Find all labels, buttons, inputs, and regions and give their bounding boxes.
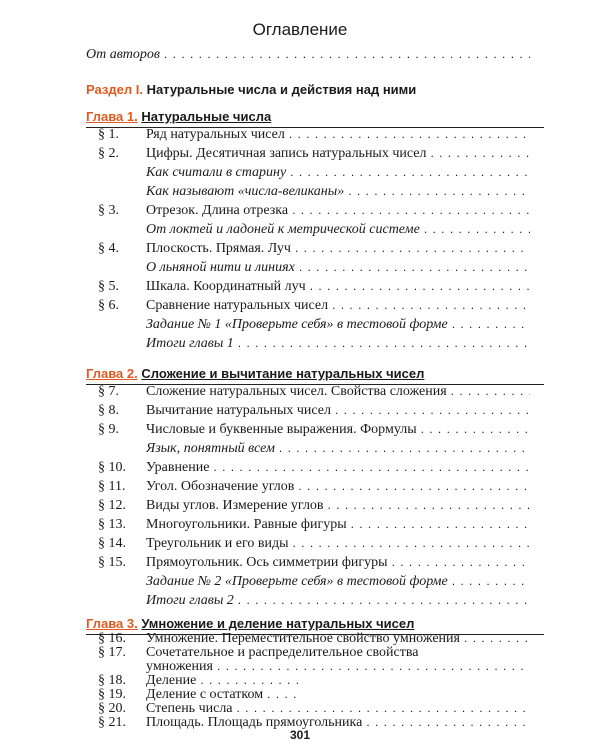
entry-text: Отрезок. Длина отрезка bbox=[146, 203, 289, 218]
subentry-text: От локтей и ладоней к метрической системе bbox=[146, 222, 420, 237]
chapter-1-label: Глава 1. bbox=[86, 109, 138, 124]
toc-entry bbox=[98, 552, 530, 572]
toc-entry bbox=[98, 419, 530, 439]
page-number: 301 bbox=[289, 728, 311, 742]
section-number: § 6. bbox=[98, 298, 119, 313]
toc-entry bbox=[98, 457, 530, 477]
page-title: Оглавление bbox=[252, 20, 348, 39]
section-number: § 20. bbox=[98, 701, 126, 716]
from-authors-label: От авторов bbox=[86, 47, 160, 62]
toc-subentry bbox=[146, 162, 530, 182]
toc-entry bbox=[98, 533, 530, 553]
subentry-text: Как считали в старину bbox=[146, 165, 287, 180]
toc-entry bbox=[98, 295, 530, 315]
section-number: § 11. bbox=[98, 479, 126, 494]
section-number: § 15. bbox=[98, 555, 126, 570]
entry-text: Ряд натуральных чисел bbox=[146, 127, 285, 142]
section-number: § 10. bbox=[98, 460, 126, 475]
entry-text: Угол. Обозначение углов bbox=[146, 479, 295, 494]
subentry-text: О льняной нити и линиях bbox=[146, 260, 295, 275]
entry-text: Сложение натуральных чисел. Свойства сложения bbox=[146, 384, 447, 399]
toc-subentry bbox=[146, 181, 530, 201]
section-number: § 21. bbox=[98, 715, 126, 730]
toc-subentry bbox=[146, 314, 530, 334]
section-number: § 19. bbox=[98, 687, 126, 702]
section-number: § 14. bbox=[98, 536, 126, 551]
toc-subentry bbox=[146, 571, 530, 591]
section-number: § 4. bbox=[98, 241, 119, 256]
subentry-text: Как называют «числа-великаны» bbox=[146, 184, 345, 199]
entry-text: Уравнение bbox=[146, 460, 210, 475]
from-authors-row bbox=[86, 44, 530, 64]
chapter-2-label: Глава 2. bbox=[86, 366, 138, 381]
section-number: § 3. bbox=[98, 203, 119, 218]
toc-entry bbox=[98, 495, 530, 515]
toc-subentry bbox=[146, 219, 530, 239]
toc-subentry bbox=[146, 438, 530, 458]
entry-text: Умножение. Переместительное свойство умножения bbox=[146, 631, 460, 646]
subentry-text: Язык, понятный всем bbox=[146, 441, 275, 456]
section-number: § 16. bbox=[98, 631, 126, 646]
entry-text: Цифры. Десятичная запись натуральных чисел bbox=[146, 146, 427, 161]
entry-text: Сочетательное и распределительное свойства bbox=[146, 645, 419, 660]
toc-entry bbox=[98, 124, 530, 144]
entry-text: Многоугольники. Равные фигуры bbox=[146, 517, 347, 532]
toc-entry bbox=[98, 200, 530, 220]
section-number: § 12. bbox=[98, 498, 126, 513]
entry-text: Шкала. Координатный луч bbox=[146, 279, 306, 294]
entry-text: Степень числа bbox=[146, 701, 233, 716]
chapter-1-title: Натуральные числа bbox=[141, 109, 272, 124]
entry-text: Плоскость. Прямая. Луч bbox=[146, 241, 291, 256]
section-number: § 9. bbox=[98, 422, 119, 437]
section-label: Раздел I. bbox=[86, 82, 143, 97]
section-number: § 8. bbox=[98, 403, 119, 418]
section-number: § 17. bbox=[98, 645, 126, 660]
toc-subentry bbox=[146, 257, 530, 277]
entry-text: Треугольник и его виды bbox=[146, 536, 289, 551]
chapter-3-label: Глава 3. bbox=[86, 616, 138, 631]
toc-entry bbox=[98, 276, 530, 296]
subentry-text: Итоги главы 2 bbox=[146, 593, 234, 608]
section-number: § 1. bbox=[98, 127, 119, 142]
section-number: § 5. bbox=[98, 279, 119, 294]
entry-text: Площадь. Площадь прямоугольника bbox=[146, 715, 363, 730]
section-number: § 18. bbox=[98, 673, 126, 688]
entry-text: Числовые и буквенные выражения. Формулы bbox=[146, 422, 417, 437]
toc-subentry bbox=[146, 590, 530, 610]
chapter-2-title: Сложение и вычитание натуральных чисел bbox=[141, 366, 425, 381]
toc-entry bbox=[98, 400, 530, 420]
entry-text: Деление с остатком bbox=[146, 687, 264, 702]
subentry-text: Итоги главы 1 bbox=[146, 336, 234, 351]
section-title: Натуральные числа и действия над ними bbox=[146, 82, 417, 97]
entry-text: Сравнение натуральных чисел bbox=[146, 298, 329, 313]
entry-text: Прямоугольник. Ось симметрии фигуры bbox=[146, 555, 388, 570]
toc-entry bbox=[98, 514, 530, 534]
section-number: § 13. bbox=[98, 517, 126, 532]
toc-entry bbox=[98, 238, 530, 258]
section-number: § 7. bbox=[98, 384, 119, 399]
toc-entry bbox=[98, 143, 530, 163]
entry-text: Деление bbox=[146, 673, 197, 688]
section-heading bbox=[86, 80, 416, 100]
toc-entry bbox=[98, 476, 530, 496]
toc-subentry bbox=[146, 333, 530, 353]
entry-text: Виды углов. Измерение углов bbox=[146, 498, 324, 513]
section-number: § 2. bbox=[98, 146, 119, 161]
toc-entry bbox=[98, 381, 530, 401]
subentry-text: Задание № 1 «Проверьте себя» в тестовой форме bbox=[146, 317, 448, 332]
chapter-3-title: Умножение и деление натуральных чисел bbox=[141, 616, 415, 631]
subentry-text: Задание № 2 «Проверьте себя» в тестовой форме bbox=[146, 574, 448, 589]
entry-text: Вычитание натуральных чисел bbox=[146, 403, 331, 418]
entry-text: умножения bbox=[146, 659, 213, 674]
